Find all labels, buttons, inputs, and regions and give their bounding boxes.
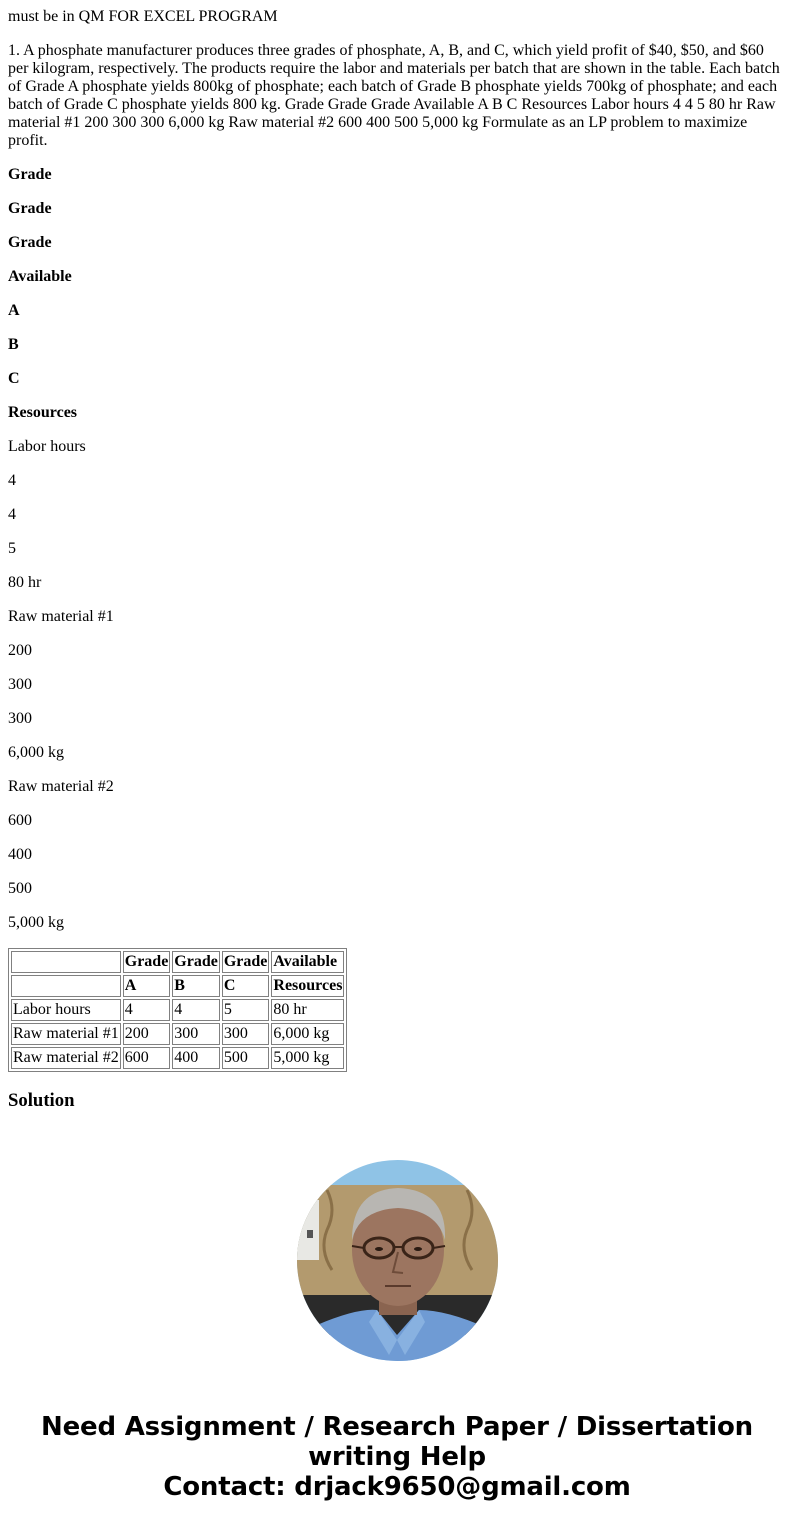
flat-line: Raw material #1 (8, 608, 114, 625)
table-cell: Raw material #2 (11, 1047, 121, 1069)
flat-line: 600 (8, 812, 32, 829)
table-header-row (11, 975, 344, 997)
flat-line: 400 (8, 846, 32, 863)
flat-line: Raw material #2 (8, 778, 114, 795)
promo-line: writing Help (308, 1442, 486, 1472)
flat-line: 4 (8, 472, 16, 489)
table-cell: 4 (123, 999, 171, 1021)
flat-line: 5 (8, 540, 16, 557)
flat-line: Grade (8, 200, 52, 217)
flattened-table-lines (8, 166, 786, 932)
resource-table (8, 948, 347, 1072)
question-text: 1. A phosphate manufacturer produces three grades of phosphate, A, B, and C, which yield profit of $40, $50, and $60 per kilogram, respectively. The products require the labor and materials per batch that are shown in the table. Each batch of Grade A phosphate yields 800kg of phosphate; each batch of Grade B phosphate yields 700kg of phosphate; and each batch of Grade C phosphate yields 800 kg. Grade Grade Grade Available A B C Resources Labor hours 4 4 5 80 hr Raw material #1 200 300 300 6,000 kg Raw material #2 600 400 500 5,000 kg Formulate as an LP problem to maximize profit. (8, 42, 780, 149)
table-cell: 600 (123, 1047, 171, 1069)
table-cell: 5 (222, 999, 270, 1021)
flat-line: 80 hr (8, 574, 42, 591)
flat-line: Labor hours (8, 438, 86, 455)
flat-line: A (8, 302, 20, 319)
flat-line: 500 (8, 880, 32, 897)
table-header-cell: B (172, 975, 220, 997)
table-cell: Labor hours (11, 999, 121, 1021)
table-cell: 300 (222, 1023, 270, 1045)
page-content (0, 8, 794, 1112)
flat-line: Resources (8, 404, 78, 421)
solution-heading: Solution (8, 1090, 75, 1111)
table-cell: 200 (123, 1023, 171, 1045)
table-header-cell: Grade (222, 951, 270, 973)
flat-line: C (8, 370, 20, 387)
table-header-cell: Grade (172, 951, 220, 973)
table-row (11, 999, 344, 1021)
flat-line: 300 (8, 676, 32, 693)
flat-line: Available (8, 268, 72, 285)
flat-line: Grade (8, 234, 52, 251)
table-cell: 500 (222, 1047, 270, 1069)
promo-contact: Contact: drjack9650@gmail.com (163, 1472, 631, 1502)
table-header-cell (11, 951, 121, 973)
flat-line: 200 (8, 642, 32, 659)
flat-line: 4 (8, 506, 16, 523)
table-header-row (11, 951, 344, 973)
table-row (11, 1047, 344, 1069)
flat-line: Grade (8, 166, 52, 183)
table-cell: 400 (172, 1047, 220, 1069)
table-cell: 6,000 kg (271, 1023, 344, 1045)
table-cell: Raw material #1 (11, 1023, 121, 1045)
table-cell: 4 (172, 999, 220, 1021)
table-header-cell: A (123, 975, 171, 997)
flat-line: B (8, 336, 19, 353)
table-header-cell: C (222, 975, 270, 997)
table-header-cell (11, 975, 121, 997)
table-header-cell: Available (271, 951, 344, 973)
table-cell: 5,000 kg (271, 1047, 344, 1069)
flat-line: 6,000 kg (8, 744, 64, 761)
promo-banner (0, 1412, 794, 1502)
table-header-cell: Grade (123, 951, 171, 973)
author-photo-icon (297, 1160, 498, 1361)
flat-line: 300 (8, 710, 32, 727)
question-note: must be in QM FOR EXCEL PROGRAM (8, 8, 278, 25)
table-row (11, 1023, 344, 1045)
author-avatar (297, 1160, 498, 1361)
table-cell: 80 hr (271, 999, 344, 1021)
flat-line: 5,000 kg (8, 914, 64, 931)
table-cell: 300 (172, 1023, 220, 1045)
table-header-cell: Resources (271, 975, 344, 997)
promo-line: Need Assignment / Research Paper / Dissertation (41, 1412, 753, 1442)
